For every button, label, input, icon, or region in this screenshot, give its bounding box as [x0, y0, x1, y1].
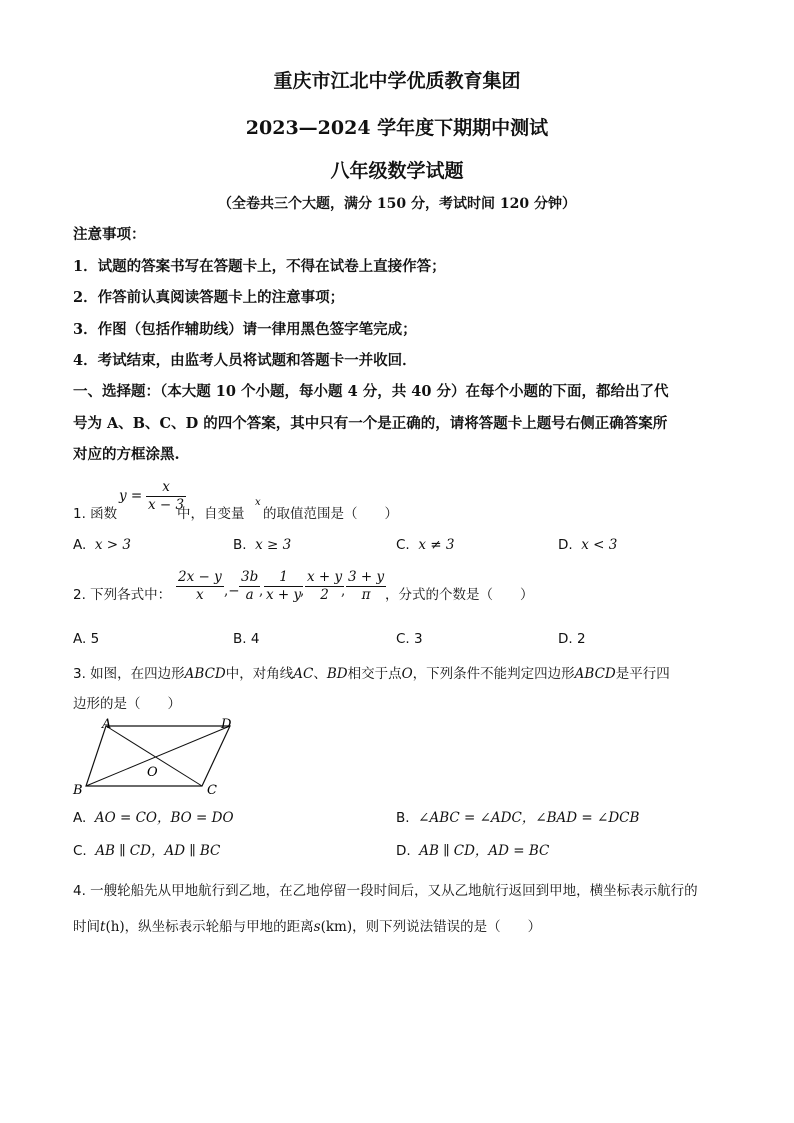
q2-comma: ,	[259, 583, 264, 599]
q3-option-a: A. AO = CO，BO = DO	[73, 810, 234, 826]
q1-option-a: A. x > 3	[73, 537, 131, 553]
exam-info: （全卷共三个大题，满分 150 分，考试时间 120 分钟）	[218, 196, 576, 212]
q3-option-d: D. AB ∥ CD，AD = BC	[396, 843, 550, 859]
notice-item: 3．作图（包括作辅助线）请一律用黑色签字笔完成；	[73, 321, 417, 338]
section-instruction: 号为 A、B、C、D 的四个答案，其中只有一个是正确的，请将答题卡上题号右侧正确答案所	[73, 415, 668, 432]
q2-fraction-4: $\frac{x + y}{2}$	[307, 569, 343, 603]
section-instruction: 一、选择题：（本大题 10 个小题，每小题 4 分，共 40 分）在每个小题的下面，都给出了代	[73, 383, 669, 400]
q2-fraction-3: $\frac{1}{x + y}$	[266, 569, 302, 603]
notice-heading: 注意事项：	[73, 226, 146, 243]
notice-item: 1．试题的答案书写在答题卡上，不得在试卷上直接作答；	[73, 258, 446, 275]
q2-option-d: D. 2	[558, 631, 586, 647]
q1-mid: 中，自变量	[177, 506, 245, 522]
q4-line-2: 时间t(h)，纵坐标表示轮船与甲地的距离s(km)，则下列说法错误的是（ ）	[73, 919, 542, 935]
q2-option-c: C. 3	[396, 631, 423, 647]
q2-fraction-2: $\frac{3b}{a}$	[241, 569, 259, 603]
label-a: A	[102, 717, 112, 732]
q1-option-d: D. x < 3	[558, 537, 618, 553]
q1-fraction: $\frac{x}{x - 3}$	[148, 479, 185, 513]
q4-line-1: 4. 一艘轮船先从甲地航行到乙地，在乙地停留一段时间后，又从乙地航行返回到甲地，横坐标表示航行的	[73, 883, 698, 899]
term-title: 2023—2024 学年度下期期中测试	[245, 117, 549, 139]
parallelogram-figure	[70, 714, 250, 798]
q2-fraction-5: $\frac{3 + y}{\pi}$	[348, 569, 385, 603]
q2-comma: ,	[300, 583, 305, 599]
label-c: C	[207, 783, 217, 798]
q1-suffix: 的取值范围是（ ）	[263, 506, 398, 522]
q2-option-a: A. 5	[73, 631, 100, 647]
label-o: O	[147, 765, 158, 780]
notice-item: 4．考试结束，由监考人员将试题和答题卡一并收回．	[73, 352, 417, 369]
notice-item: 2．作答前认真阅读答题卡上的注意事项；	[73, 289, 345, 306]
label-d: D	[221, 717, 232, 732]
q1-prefix: 1. 函数	[73, 506, 118, 522]
q1-var: x	[255, 497, 261, 508]
q3-option-c: C. AB ∥ CD，AD ∥ BC	[73, 843, 221, 859]
q3-option-b: B. ∠ABC = ∠ADC，∠BAD = ∠DCB	[396, 810, 640, 826]
label-b: B	[73, 783, 83, 798]
school-title: 重庆市江北中学优质教育集团	[273, 70, 521, 92]
q1-option-b: B. x ≥ 3	[233, 537, 292, 553]
diagonal-bd	[86, 726, 230, 786]
q2-comma: ,	[341, 583, 346, 599]
section-instruction: 对应的方框涂黑.	[73, 446, 180, 463]
q2-minus: ,−	[224, 583, 240, 599]
q2-suffix: ，分式的个数是（ ）	[385, 587, 534, 603]
q1-option-c: C. x ≠ 3	[396, 537, 455, 553]
q2-prefix: 2. 下列各式中：	[73, 587, 172, 603]
q1-lhs: y =	[119, 488, 143, 504]
q3-line-2: 边形的是（ ）	[73, 696, 181, 712]
subject-title: 八年级数学试题	[330, 160, 464, 182]
q2-fraction-1: $\frac{2x - y}{x}$	[178, 569, 222, 603]
q3-line-1: 3. 如图，在四边形ABCD中，对角线AC、BD相交于点O，下列条件不能判定四边形ABCD是平行四	[73, 666, 670, 682]
q2-option-b: B. 4	[233, 631, 260, 647]
